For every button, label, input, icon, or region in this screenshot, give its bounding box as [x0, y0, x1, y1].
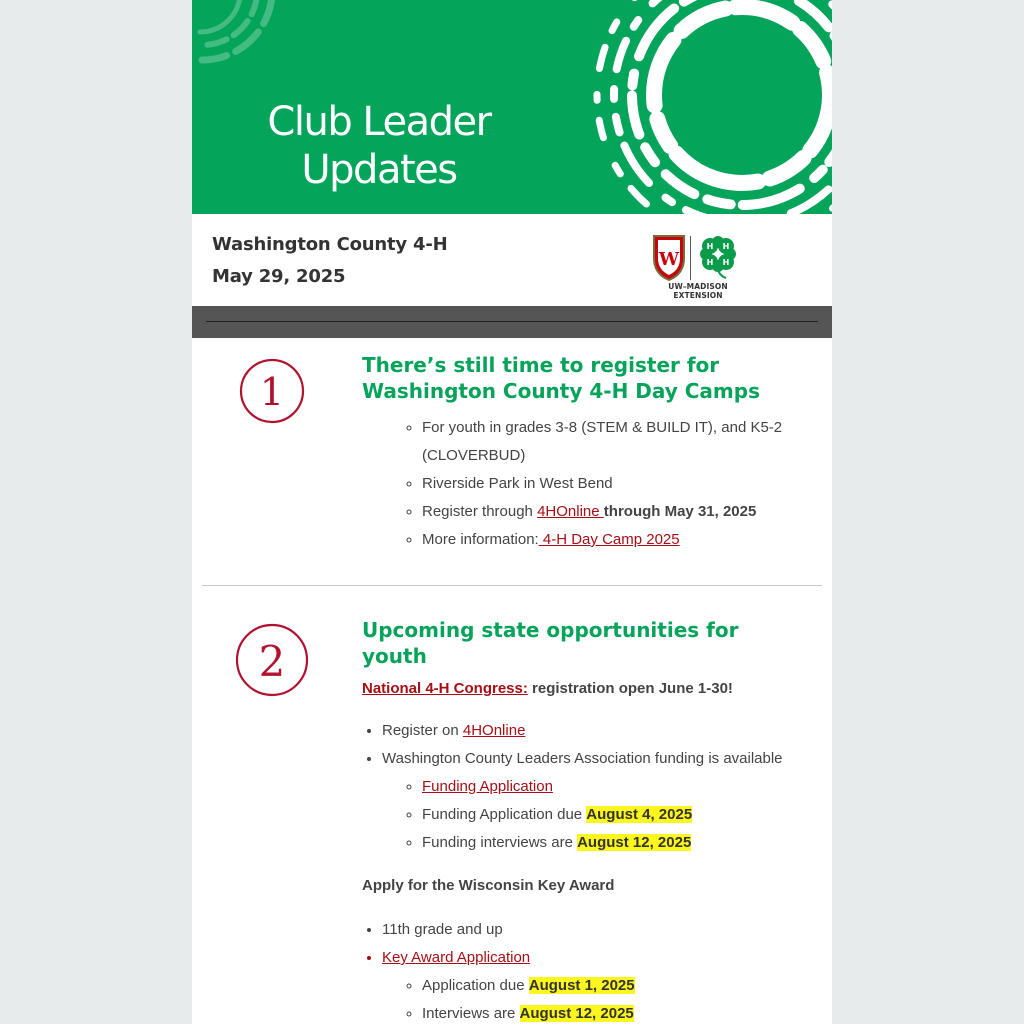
- interviews-date: August 12, 2025: [577, 834, 692, 851]
- funding-application-link[interactable]: Funding Application: [422, 778, 553, 795]
- section-divider: [202, 585, 822, 586]
- number-2-icon: [234, 622, 310, 698]
- congress-text: registration open June 1-30!: [527, 680, 733, 697]
- grade-text: 11th grade and up: [382, 921, 503, 938]
- national-congress-link[interactable]: National 4-H Congress:: [362, 680, 528, 697]
- list-item: [422, 801, 812, 829]
- svg-text:H: H: [722, 242, 730, 251]
- svg-text:H: H: [706, 242, 714, 251]
- newsletter-sheet: [192, 0, 832, 1024]
- key-award-application-link[interactable]: Key Award Application: [382, 949, 531, 966]
- key-interviews-prefix: Interviews are: [422, 1005, 520, 1022]
- day-camp-link[interactable]: 4-H Day Camp 2025: [538, 531, 680, 548]
- list-item: [422, 1000, 812, 1024]
- key-award-heading: Apply for the Wisconsin Key Award: [362, 877, 615, 894]
- section1-title: There’s still time to register for Washington County 4-H Day Camps: [362, 353, 760, 403]
- list-item: [422, 526, 802, 554]
- congress-line: [362, 678, 802, 700]
- list-item: [422, 972, 812, 1000]
- list-item: [422, 773, 812, 801]
- number-2-label: 2: [258, 637, 286, 686]
- grades-text: For youth in grades 3-8 (STEM & BUILD IT), and K5-2 (CLOVERBUD): [422, 419, 783, 464]
- org-name: Washington County 4-H: [212, 234, 448, 255]
- funding-sublist: [382, 773, 812, 857]
- section2-title: Upcoming state opportunities for youth: [362, 618, 739, 668]
- issue-date: May 29, 2025: [212, 266, 346, 287]
- number-1-label: 1: [259, 370, 285, 414]
- register-prefix: Register through: [422, 503, 538, 520]
- register-deadline: through May 31, 2025: [603, 503, 757, 520]
- congress-list: [382, 717, 812, 857]
- key-award-sublist: [382, 972, 812, 1024]
- congress-list-wrap: [382, 717, 812, 857]
- info-prefix: More information:: [422, 531, 539, 548]
- key-award-list-wrap: [382, 916, 812, 1024]
- app-due-date: August 1, 2025: [528, 977, 635, 994]
- list-item: [422, 829, 812, 857]
- section1-list: [422, 414, 802, 554]
- funding-due-prefix: Funding Application due: [422, 806, 587, 823]
- list-item: [422, 470, 802, 498]
- register-on-prefix: Register on: [382, 722, 463, 739]
- header-banner: [192, 0, 832, 214]
- list-item: [382, 916, 812, 944]
- svg-text:W: W: [658, 249, 680, 270]
- 4honline-link-2[interactable]: 4HOnline: [462, 722, 526, 739]
- funding-due-date: August 4, 2025: [586, 806, 693, 823]
- header-divider-bar: [192, 306, 832, 338]
- list-item: [422, 498, 802, 526]
- interviews-prefix: Funding interviews are: [422, 834, 578, 851]
- svg-text:H: H: [706, 258, 714, 267]
- list-item: [382, 944, 812, 1024]
- key-interviews-date: August 12, 2025: [519, 1005, 634, 1022]
- key-award-list: [382, 916, 812, 1024]
- svg-text:H: H: [722, 258, 730, 267]
- banner-title-line1: Club Leader: [267, 99, 491, 145]
- number-1-icon: [238, 357, 306, 425]
- list-item: [422, 414, 802, 470]
- banner-title-line2: Updates: [301, 147, 457, 193]
- funding-text: Washington County Leaders Association funding is available: [382, 750, 783, 767]
- app-due-prefix: Application due: [422, 977, 529, 994]
- org-header: [192, 214, 832, 306]
- logo-caption: UW–MADISON EXTENSION: [668, 282, 728, 300]
- list-item: [382, 717, 812, 745]
- divider-line: [206, 321, 818, 322]
- list-item: [382, 745, 812, 857]
- 4honline-link[interactable]: 4HOnline: [537, 503, 604, 520]
- banner-title: [244, 98, 514, 194]
- location-text: Riverside Park in West Bend: [422, 475, 613, 492]
- section1-list-wrap: [422, 414, 802, 554]
